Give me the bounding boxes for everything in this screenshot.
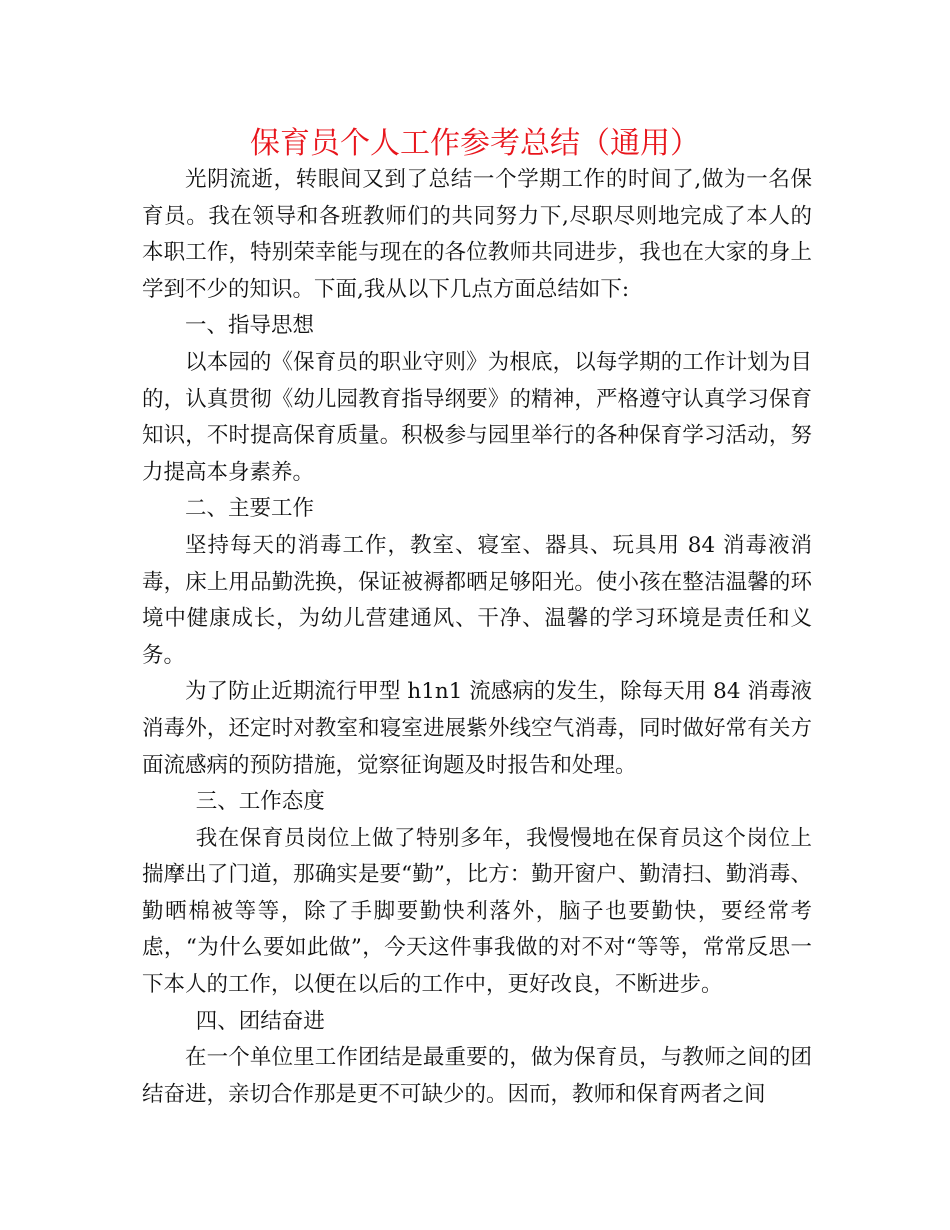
section-heading-unity: 四、团结奋进 (195, 1008, 325, 1034)
section-heading-work-attitude: 三、工作态度 (195, 789, 325, 815)
section-heading-guiding-ideology: 一、指导思想 (185, 313, 315, 339)
paragraph-disinfection: 坚持每天的消毒工作，教室、寝室、器具、玩具用 84 消毒液消毒，床上用品勤洗换，保证被褥都晒足够阳光。使小孩在整洁温馨的环境中健康成长，为幼儿营建通风、干净、温馨的学习环境是责任和义务。 (142, 532, 812, 668)
document-body (142, 162, 812, 1113)
paragraph-unity: 在一个单位里工作团结是最重要的，做为保育员，与教师之间的团结奋进，亲切合作那是更不可缺少的。因而，教师和保育两者之间 (142, 1045, 812, 1107)
paragraph-work-attitude: 我在保育员岗位上做了特别多年，我慢慢地在保育员这个岗位上揣摩出了门道，那确实是要“勤”，比方：勤开窗户、勤清扫、勤消毒、勤晒棉被等等，除了手脚要勤快利落外，脑子也要勤快，要经常考虑，“为什么要如此做”，今天这件事我做的对不对“等等，常常反思一下本人的工作，以便在以后的工作中，更好改良，不断进步。 (142, 825, 812, 998)
paragraph-intro: 光阴流逝，转眼间又到了总结一个学期工作的时间了,做为一名保育员。我在领导和各班教师们的共同努力下,尽职尽则地完成了本人的本职工作，特别荣幸能与现在的各位教师共同进步，我也在大家的身上学到不少的知识。下面,我从以下几点方面总结如下: (142, 167, 812, 302)
paragraph-guiding-ideology: 以本园的《保育员的职业守则》为根底，以每学期的工作计划为目的，认真贯彻《幼儿园教育指导纲要》的精神，严格遵守认真学习保育知识，不时提高保育质量。积极参与园里举行的各种保育学习活动，努力提高本身素养。 (142, 349, 812, 485)
document-title: 保育员个人工作参考总结（通用） (250, 126, 700, 161)
section-heading-main-work: 二、主要工作 (185, 496, 315, 522)
paragraph-flu-prevention: 为了防止近期流行甲型 h1n1 流感病的发生，除每天用 84 消毒液消毒外，还定时对教室和寝室进展紫外线空气消毒，同时做好常有关方面流感病的预防措施，觉察征询题及时报告和处理。 (142, 679, 812, 778)
